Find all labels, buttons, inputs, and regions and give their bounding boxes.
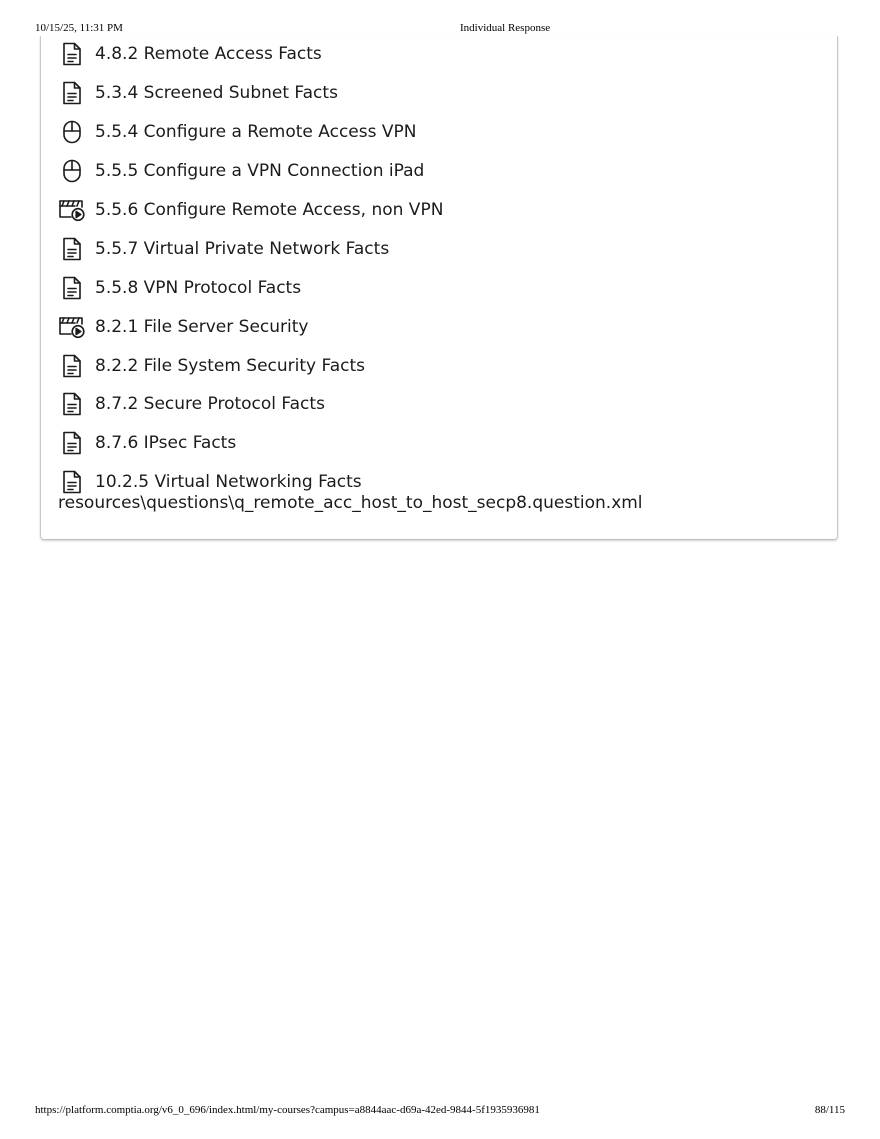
resource-link[interactable]: [58, 35, 443, 74]
resource-label: 5.5.7 Virtual Private Network Facts: [95, 238, 390, 259]
document-icon: [58, 352, 86, 380]
print-footer: [0, 1104, 880, 1118]
resource-link[interactable]: [58, 268, 443, 307]
document-icon: [58, 40, 86, 68]
resource-label: 5.5.8 VPN Protocol Facts: [95, 277, 302, 298]
resource-label: 5.5.6 Configure Remote Access, non VPN: [95, 200, 444, 220]
resource-label: 8.7.2 Secure Protocol Facts: [95, 394, 325, 415]
resource-label: 5.5.5 Configure a VPN Connection iPad: [95, 161, 425, 182]
question-resource-path: resources\questions\q_remote_acc_host_to_host_secp8.question.xml: [58, 493, 643, 513]
resource-link[interactable]: [58, 346, 443, 385]
resource-label: 5.5.4 Configure a Remote Access VPN: [95, 122, 417, 143]
resource-label: 8.7.6 IPsec Facts: [95, 433, 237, 454]
mouse-icon: [58, 157, 86, 185]
print-page-number: 88/115: [814, 1104, 845, 1116]
print-title: Individual Response: [460, 22, 551, 34]
resource-label: 8.2.2 File System Security Facts: [95, 355, 366, 376]
resource-label: 8.2.1 File Server Security: [95, 316, 309, 337]
document-icon: [58, 235, 86, 263]
resource-label: 4.8.2 Remote Access Facts: [95, 44, 322, 65]
resource-link[interactable]: [58, 74, 443, 113]
resource-label: 10.2.5 Virtual Networking Facts: [95, 472, 362, 493]
video-icon: [58, 196, 86, 224]
resource-link[interactable]: [58, 191, 443, 230]
resource-link[interactable]: [58, 385, 443, 424]
document-icon: [58, 429, 86, 457]
print-date: 10/15/25, 11:31 PM: [35, 22, 123, 34]
video-icon: [58, 313, 86, 341]
print-header: [0, 22, 880, 36]
resource-link[interactable]: [58, 152, 443, 191]
document-icon: [58, 274, 86, 302]
resource-list: [58, 35, 443, 502]
print-url: https://platform.comptia.org/v6_0_696/index.html/my-courses?campus=a8844aac-d69a-42ed-9844-5f1935936981: [35, 1104, 540, 1116]
resource-link[interactable]: [58, 424, 443, 463]
resource-link[interactable]: [58, 229, 443, 268]
mouse-icon: [58, 118, 86, 146]
document-icon: [58, 79, 86, 107]
resource-label: 5.3.4 Screened Subnet Facts: [95, 83, 338, 104]
resource-link[interactable]: [58, 113, 443, 152]
resource-link[interactable]: [58, 307, 443, 346]
document-icon: [58, 390, 86, 418]
